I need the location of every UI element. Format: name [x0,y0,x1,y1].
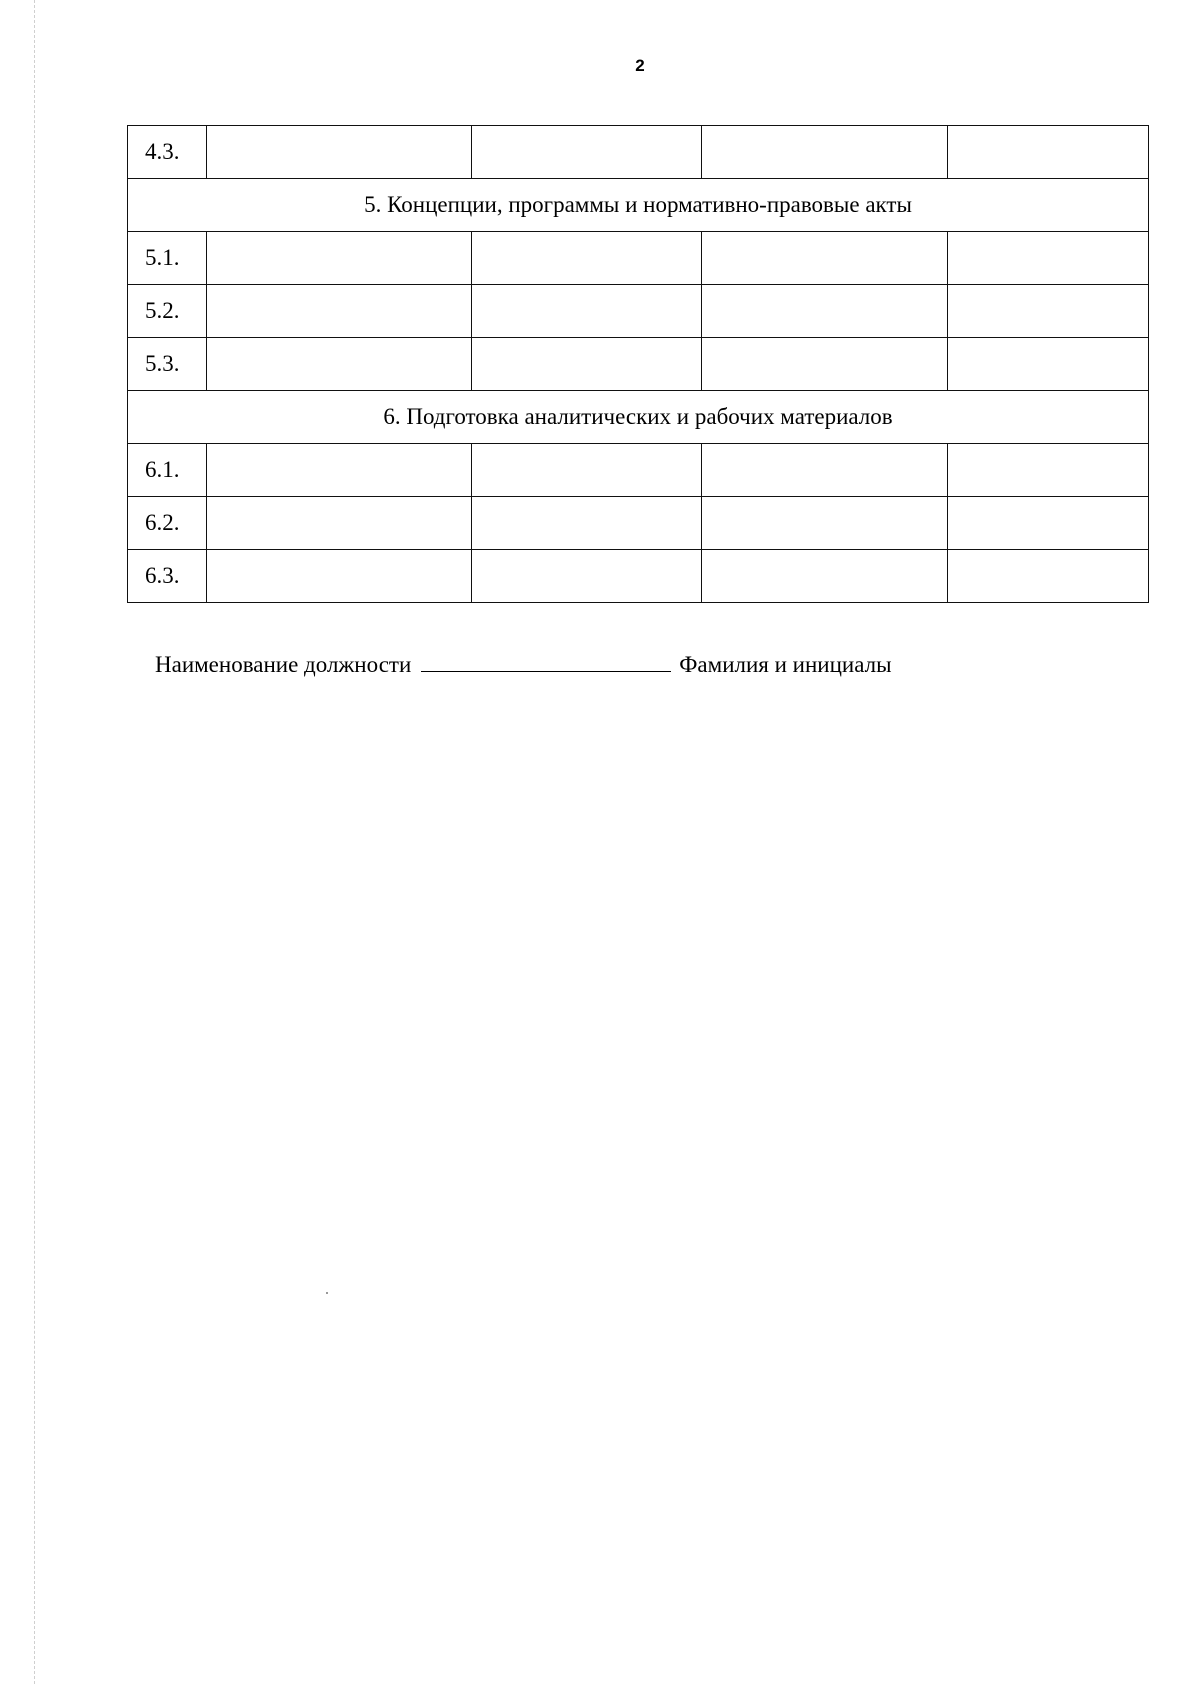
section-heading: 6. Подготовка аналитических и рабочих материалов [128,391,1149,444]
name-initials-label: Фамилия и инициалы [679,652,892,677]
table-cell [207,232,472,285]
table-cell [948,497,1149,550]
table-cell [207,550,472,603]
form-table [127,125,1149,603]
table-cell [472,550,702,603]
signature-block [155,652,892,678]
table-cell [702,232,948,285]
table-cell [207,126,472,179]
signature-line [421,653,671,672]
table-cell [207,497,472,550]
row-number: 6.2. [128,497,207,550]
table-cell [948,444,1149,497]
section-heading: 5. Концепции, программы и нормативно-правовые акты [128,179,1149,232]
row-number: 5.2. [128,285,207,338]
table-cell [702,126,948,179]
table-cell [702,550,948,603]
table-cell [948,550,1149,603]
scan-edge-artifact [34,0,35,1684]
table-row [128,126,1149,179]
table-cell [472,497,702,550]
table-cell [472,338,702,391]
table-cell [702,444,948,497]
table-cell [472,232,702,285]
section-row [128,179,1149,232]
table-row [128,444,1149,497]
table-cell [472,285,702,338]
table-cell [207,285,472,338]
table-row [128,232,1149,285]
table-cell [948,232,1149,285]
table-row [128,285,1149,338]
table-row [128,497,1149,550]
scan-speck [326,1292,328,1294]
table-cell [948,338,1149,391]
table-cell [702,338,948,391]
table-row [128,338,1149,391]
section-row [128,391,1149,444]
table-row [128,550,1149,603]
table-cell [207,444,472,497]
table-cell [948,126,1149,179]
row-number: 4.3. [128,126,207,179]
row-number: 6.3. [128,550,207,603]
table-cell [207,338,472,391]
row-number: 5.1. [128,232,207,285]
table-cell [702,285,948,338]
position-title-label: Наименование должности [155,652,412,677]
table-cell [948,285,1149,338]
table-cell [472,126,702,179]
row-number: 6.1. [128,444,207,497]
table-cell [702,497,948,550]
page-number: 2 [635,56,645,75]
row-number: 5.3. [128,338,207,391]
table-cell [472,444,702,497]
